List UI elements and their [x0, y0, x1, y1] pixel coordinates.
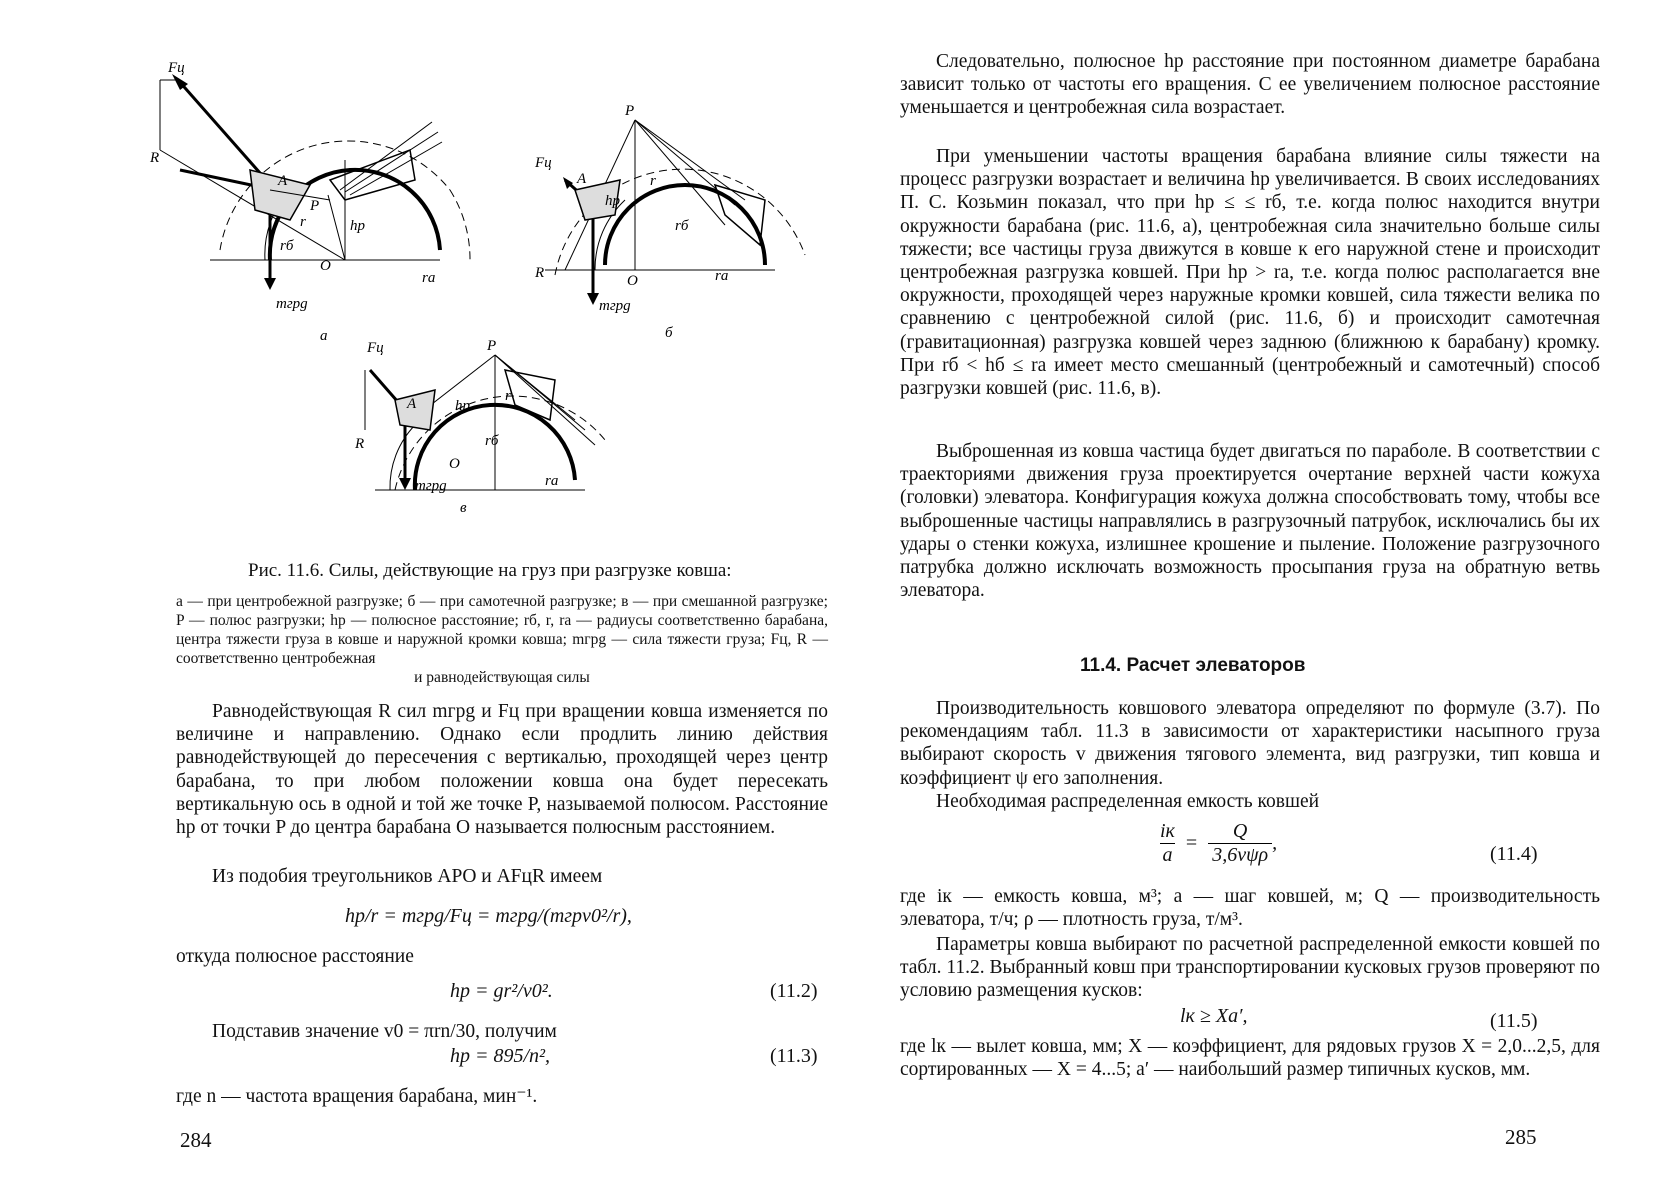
paragraph: Выброшенная из ковша частица будет двигаться по параболе. В соответствии с траекториями движения груза проектируется очертание верхней части кожуха (головки) элеватора. Конфигурация кожуха должна способствовать тому, чтобы все выброшенные частицы направлялись в разгрузочный патрубок, исключались бы их удары о стенки кожуха, излишнее крошение и пыление. Положение разгрузочного патрубка должно исключать возможность просыпания груза на обратную ветвь элеватора. — [900, 441, 1600, 602]
label-rb-b: rб — [675, 218, 689, 234]
label-ra-c: rа — [545, 473, 559, 489]
figure-caption-last: и равнодействующая силы — [414, 669, 590, 686]
page-number: 285 — [1505, 1125, 1537, 1149]
paragraph: При уменьшении частоты вращения барабана влияние силы тяжести на процесс разгрузки возрастает и величина hр увеличивается. В своих исследованиях П. С. Козьмин показал, что при hр ≤ ≤ rб, т.е. когда полюс находится внутри окружности барабана (рис. 11.6, а), центробежная сила значительно больше силы тяжести; все частицы груза движутся в ковше к его наружной стене и происходит центробежная разгрузка ковшей. При hр > rа, т.е. когда полюс располагается вне окружности, проходящей через наружные кромки ковшей, сила тяжести велика по сравнению с центробежной силой (рис. 11.6, б) и происходит самотечная (гравитационная) разгрузка ковшей через заднюю (ближнюю к барабану) кромку. При rб < hб ≤ rа имеет место смешанный (центробежный и самотечный) способ разгрузки ковшей (рис. 11.6, в). — [900, 146, 1600, 400]
formula: hр = 895/n², — [450, 1045, 551, 1067]
label-r-c: r — [505, 388, 511, 404]
figure-sub-c: в — [460, 500, 467, 516]
label-rb: rб — [280, 238, 294, 254]
formula-rhs-num: Q — [1232, 820, 1248, 842]
label-R-c: R — [355, 436, 365, 452]
formula-11-4: iк a = Q 3,6vψρ , — [1160, 820, 1278, 866]
label-O: O — [320, 258, 331, 274]
label-F-c: Fц — [367, 340, 384, 356]
label-A: A — [278, 173, 288, 189]
label-O-b: O — [627, 273, 638, 289]
label-r: r — [300, 214, 306, 230]
label-rb-c: rб — [485, 433, 499, 449]
label-O-c: O — [449, 456, 460, 472]
formula: hр = gr²/v0². — [450, 980, 553, 1002]
figure-11-6-b — [535, 105, 825, 350]
paragraph: где lк — вылет ковша, мм; X — коэффициент, для рядовых грузов X = 2,0...2,5, для сортированных — X = 4...5; a′ — наибольший размер типичных кусков, мм. — [900, 1036, 1600, 1081]
label-F: Fц — [168, 60, 185, 76]
page-number: 284 — [180, 1128, 212, 1152]
label-A-b: A — [577, 171, 587, 187]
figure-11-6-a — [150, 50, 490, 355]
label-P: P — [310, 198, 320, 214]
formula: hр/r = mгрg/Fц = mгрg/(mгрv0²/r), — [345, 905, 632, 927]
paragraph: Из подобия треугольников APO и AFцR имеем — [212, 866, 603, 887]
figure-11-6-c — [355, 338, 615, 555]
formula: lк ≥ Xa′, — [1180, 1005, 1248, 1027]
figure-sub-a: а — [320, 328, 328, 344]
label-R-b: R — [535, 265, 545, 281]
paragraph: где iк — емкость ковша, м³; a — шаг ковшей, м; Q — производительность элеватора, т/ч; ρ — плотность груза, т/м³. — [900, 886, 1600, 931]
figure-caption-body — [176, 592, 828, 687]
label-hp-b: hр — [605, 193, 620, 209]
paragraph: Параметры ковша выбирают по расчетной распределенной емкости ковшей по табл. 11.2. Выбранный ковш при транспортировании кусковых грузов проверяют по условию размещения кусков: — [900, 934, 1600, 1002]
right-page — [840, 0, 1679, 1189]
paragraph: Следовательно, полюсное hр расстояние при постоянном диаметре барабана зависит только от частоты его вращения. С ее увеличением полюсное расстояние уменьшается и центробежная сила возрастает. — [900, 51, 1600, 119]
label-r-b: r — [650, 173, 656, 189]
equation-number: (11.5) — [1490, 1010, 1538, 1032]
formula-lhs-den: a — [1160, 843, 1175, 867]
label-ra: rа — [422, 270, 436, 286]
label-P-b: P — [625, 103, 635, 119]
equation-number: (11.2) — [770, 980, 818, 1002]
label-R: R — [150, 150, 160, 166]
paragraph: Равнодействующая R сил mгрg и Fц при вращении ковша изменяется по величине и направлению. Однако если продлить линию действия равнодействующей до пересечения с вертикалью, проходящей через центр барабана, то при любом положении ковша она будет пересекать вертикальную ось в одной и той же точке P, называемой полюсом. Расстояние hр от точки P до центра барабана O называется полюсным расстоянием. — [176, 701, 828, 839]
label-F-b: Fц — [535, 155, 552, 171]
paragraph: откуда полюсное расстояние — [176, 946, 414, 967]
paragraph: Производительность ковшового элеватора определяют по формуле (3.7). По рекомендациям табл. 11.3 в зависимости от характеристики насыпного груза выбирают скорость v движения тягового элемента, вид разгрузки, тип ковша и коэффициент ψ его заполнения. — [900, 698, 1600, 789]
label-ra-b: rа — [715, 268, 729, 284]
label-mg-c: mгрg — [415, 478, 447, 494]
formula-lhs-num: iк — [1160, 820, 1175, 842]
label-P-c: P — [487, 338, 497, 354]
figure-caption-text: а — при центробежной разгрузке; б — при самотечной разгрузке; в — при смешанной разгрузке; P — полюс разгрузки; hр — полюсное расстояние; rб, r, rа — радиусы соответственно барабана, центра тяжести груза в ковше и наружной кромки ковша; mгрg — сила тяжести груза; Fц, R — соответственно центробежная — [176, 593, 828, 667]
label-hp-c: hр — [455, 398, 470, 414]
formula-rhs-den: 3,6vψρ — [1208, 843, 1272, 867]
equation-number: (11.3) — [770, 1045, 818, 1067]
section-heading: 11.4. Расчет элеваторов — [1080, 655, 1306, 676]
paragraph: Необходимая распределенная емкость ковшей — [936, 791, 1320, 812]
equation-number: (11.4) — [1490, 843, 1538, 865]
figure-sub-b: б — [665, 325, 673, 341]
label-A-c: A — [407, 396, 417, 412]
paragraph: Подставив значение v0 = πrn/30, получим — [212, 1021, 557, 1042]
label-hp: hр — [350, 218, 365, 234]
label-mg-b: mгрg — [599, 298, 631, 314]
paragraph: где n — частота вращения барабана, мин⁻¹. — [176, 1086, 538, 1107]
label-mg: mгрg — [276, 296, 308, 312]
figure-caption-title: Рис. 11.6. Силы, действующие на груз при разгрузке ковша: — [248, 560, 732, 581]
